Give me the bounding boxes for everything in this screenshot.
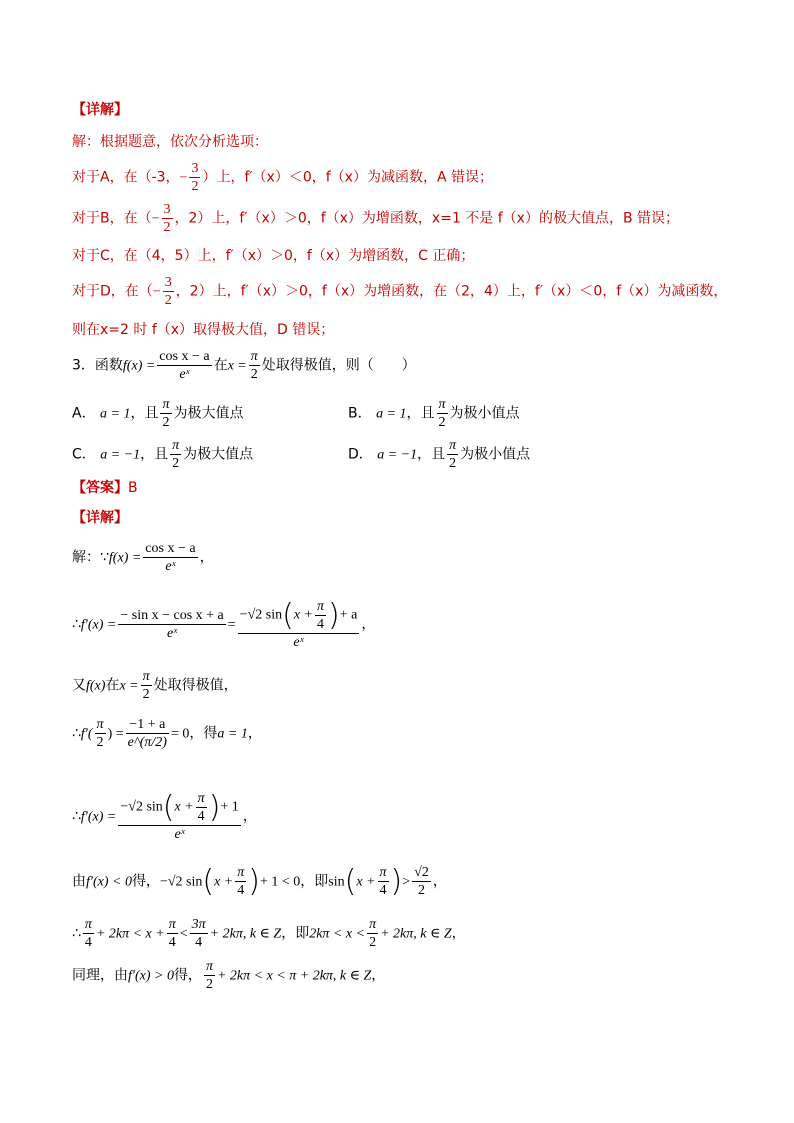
text-segment: ， bbox=[199, 549, 214, 566]
inequality: + 2kπ < x < π + 2kπ, k ∈ Z bbox=[216, 968, 372, 984]
text-segment: 在 bbox=[213, 357, 228, 374]
text-segment: 为极大值点 bbox=[183, 446, 254, 463]
text-segment: 同理，由 bbox=[72, 967, 128, 984]
solution-line-6: 由f′(x) < 0得，−√2 sin(x + $\frac{\pi}{4}$ )+ 1 < 0，即sin(x + $\frac{\pi}{4}$ )> $\frac{√2}{2}$ ， bbox=[72, 863, 447, 899]
text-segment: 对于D，在（ bbox=[72, 283, 153, 300]
heading-detail-2: 【详解】 bbox=[72, 510, 128, 526]
inequality: 2kπ < x < bbox=[309, 926, 366, 942]
fraction-pi-2: $\frac{\pi}{2}$ bbox=[205, 959, 213, 992]
question-number: 3．函数 bbox=[72, 357, 123, 374]
text-segment: 为极大值点 bbox=[173, 405, 244, 422]
minus-sign: − bbox=[152, 284, 161, 300]
solution-line-7 bbox=[72, 916, 466, 951]
choice-c[interactable] bbox=[72, 437, 253, 472]
function-fraction: $\frac{\text{cos x − a}}{\text{eˣ}}$ bbox=[145, 541, 196, 574]
heading-detail-1: 【详解】 bbox=[72, 102, 128, 118]
fraction-pi-2: $\frac{\pi}{2}$ bbox=[250, 349, 258, 382]
text-segment: ， bbox=[432, 873, 447, 890]
option-a-analysis bbox=[72, 160, 493, 195]
derivative-label: f′(x) = bbox=[80, 809, 117, 825]
text-segment: ， bbox=[247, 725, 262, 742]
choice-b[interactable] bbox=[348, 396, 520, 431]
function-label: f(x) = bbox=[108, 550, 142, 566]
less-than: < bbox=[179, 926, 188, 942]
choice-condition: a = −1 bbox=[100, 447, 141, 463]
evaluation-fraction: $\frac{-1 + a}{e\^{}(\pi/2)}$ bbox=[127, 717, 167, 750]
derivative-label: f′( bbox=[80, 726, 93, 742]
x-equals: x = bbox=[119, 678, 139, 694]
option-b-analysis bbox=[72, 201, 679, 236]
fraction-pi-2: $\frac{\pi}{2}$ bbox=[96, 717, 104, 750]
choice-letter: C． bbox=[72, 446, 96, 463]
equals: = bbox=[227, 617, 236, 633]
expression: x + bbox=[214, 874, 234, 890]
fraction-pi-2: $\frac{\pi}{2}$ bbox=[438, 397, 446, 430]
condition: f′(x) < 0 bbox=[86, 874, 132, 890]
inequality: + 2kπ, k ∈ Z bbox=[209, 926, 282, 942]
text-segment: ， bbox=[371, 967, 386, 984]
text-segment: ) = bbox=[107, 726, 124, 742]
derivative-fraction-2: −√2 sin(x + $\frac{\pi}{4}$ )+ a eˣ bbox=[239, 597, 358, 650]
text-segment: ，即 bbox=[281, 925, 310, 942]
text-segment: ， bbox=[361, 616, 376, 633]
greater-than: > bbox=[402, 874, 411, 890]
therefore-symbol: ∴ bbox=[72, 725, 81, 742]
text-segment: ，且 bbox=[406, 405, 435, 422]
option-c-analysis: 对于C，在（4，5）上，f′（x）＞0，f（x）为增函数，C 正确； bbox=[72, 248, 475, 264]
choice-condition: a = 1 bbox=[376, 406, 407, 422]
text-segment: 得， bbox=[173, 967, 202, 984]
fraction-pi-2: $\frac{\pi}{2}$ bbox=[172, 438, 180, 471]
text-segment: ，2）上，f′（x）＞0，f（x）为增函数，x=1 不是 f（x）的极大值点，B 错误； bbox=[174, 210, 680, 227]
text-segment: ，且 bbox=[140, 446, 169, 463]
solution-line-2-derivative bbox=[72, 598, 375, 651]
derivative-label: f′(x) = bbox=[80, 617, 117, 633]
fraction-pi-2: $\frac{\pi}{2}$ bbox=[162, 397, 170, 430]
therefore-symbol: ∴ bbox=[72, 925, 81, 942]
text-segment: 得， bbox=[131, 873, 160, 890]
solution-line-3 bbox=[72, 668, 238, 703]
choice-letter: D． bbox=[348, 446, 373, 463]
function-label: f(x) = bbox=[122, 358, 156, 374]
text-segment: 解：∵ bbox=[72, 549, 109, 566]
fraction-3-2: $\frac{3}{2}$ bbox=[164, 275, 172, 308]
choice-a[interactable] bbox=[72, 396, 244, 431]
text-segment: 为极小值点 bbox=[460, 446, 531, 463]
therefore-symbol: ∴ bbox=[72, 808, 81, 825]
text-segment: 处取得极值，则（ ） bbox=[261, 357, 416, 374]
expression: + 1 < 0 bbox=[259, 874, 301, 890]
minus-sign: − bbox=[179, 170, 188, 186]
option-d-conclusion: 则在x=2 时 f（x）取得极大值，D 错误； bbox=[72, 322, 335, 338]
text-segment: ）上，f′（x）＜0，f（x）为减函数，A 错误； bbox=[202, 169, 493, 186]
answer-line bbox=[72, 478, 138, 498]
fraction-3pi-4: $\frac{3\pi}{4}$ bbox=[191, 917, 206, 950]
choice-letter: B． bbox=[348, 405, 372, 422]
text-segment: 在 bbox=[105, 677, 120, 694]
text-segment: ，即 bbox=[300, 873, 329, 890]
choice-letter: A． bbox=[72, 405, 96, 422]
derivative-fraction-1: $\frac{\text{− sin x − cos x + a}}{\text{eˣ}}$ bbox=[120, 608, 224, 641]
solution-line-5 bbox=[72, 790, 257, 843]
inequality: + 2kπ < x + bbox=[95, 926, 165, 942]
text-segment: ， bbox=[242, 808, 257, 825]
choice-condition: a = 1 bbox=[100, 406, 131, 422]
text-segment: ，且 bbox=[417, 446, 446, 463]
text-segment: 对于B，在（ bbox=[72, 210, 152, 227]
sin: sin bbox=[328, 874, 345, 890]
equals-zero: = 0 bbox=[170, 726, 190, 742]
inequality: + 2kπ, k ∈ Z bbox=[380, 926, 452, 942]
text-segment: 对于A，在（-3， bbox=[72, 169, 180, 186]
choice-d[interactable] bbox=[348, 437, 530, 472]
text-segment: 由 bbox=[72, 873, 86, 890]
text-segment: ，2）上，f′（x）＞0，f（x）为增函数，在（2，4）上，f′（x）＜0，f（x）为减函数， bbox=[175, 283, 728, 300]
text-segment: ，且 bbox=[130, 405, 159, 422]
x-equals: x = bbox=[227, 358, 247, 374]
expression: x + bbox=[356, 874, 376, 890]
answer-label: 【答案】 bbox=[72, 480, 128, 496]
fraction-pi-2: $\frac{\pi}{2}$ bbox=[142, 669, 150, 702]
derivative-fraction: −√2 sin(x + $\frac{\pi}{4}$ )+ 1 eˣ bbox=[120, 789, 239, 842]
a-value: a = 1 bbox=[217, 726, 248, 742]
text-segment: 又 bbox=[72, 677, 86, 694]
therefore-symbol: ∴ bbox=[72, 616, 81, 633]
fraction-pi-2: $\frac{\pi}{2}$ bbox=[369, 917, 377, 950]
function-label: f(x) bbox=[86, 678, 106, 694]
text-segment: 处取得极值， bbox=[153, 677, 238, 694]
expression: −√2 sin bbox=[159, 874, 203, 890]
solution-line-4 bbox=[72, 716, 262, 751]
fraction-pi-4: $\frac{\pi}{4}$ bbox=[237, 865, 245, 898]
fraction-3-2: $\frac{3}{2}$ bbox=[191, 161, 199, 194]
fraction-pi-4: $\frac{\pi}{4}$ bbox=[168, 917, 176, 950]
answer-value: B bbox=[128, 480, 138, 496]
fraction-pi-4: $\frac{\pi}{4}$ bbox=[379, 865, 387, 898]
text-segment: ， bbox=[451, 925, 466, 942]
text-segment: ，得 bbox=[189, 725, 218, 742]
fraction-sqrt2-2: $\frac{√2}{2}$ bbox=[414, 865, 429, 898]
solution-line-1 bbox=[72, 540, 214, 575]
question-3-stem bbox=[72, 348, 416, 383]
fraction-pi-2: $\frac{\pi}{2}$ bbox=[449, 438, 457, 471]
solution-intro: 解：根据题意，依次分析选项： bbox=[72, 134, 268, 150]
minus-sign: − bbox=[151, 211, 160, 227]
text-segment: 为极小值点 bbox=[449, 405, 520, 422]
choice-condition: a = −1 bbox=[377, 447, 418, 463]
function-fraction: $\frac{\text{cos x − a}}{\text{eˣ}}$ bbox=[159, 349, 210, 382]
option-d-analysis bbox=[72, 274, 727, 309]
fraction-3-2: $\frac{3}{2}$ bbox=[163, 202, 171, 235]
fraction-pi-4: $\frac{\pi}{4}$ bbox=[84, 917, 92, 950]
solution-line-8 bbox=[72, 958, 385, 993]
condition: f′(x) > 0 bbox=[128, 968, 174, 984]
